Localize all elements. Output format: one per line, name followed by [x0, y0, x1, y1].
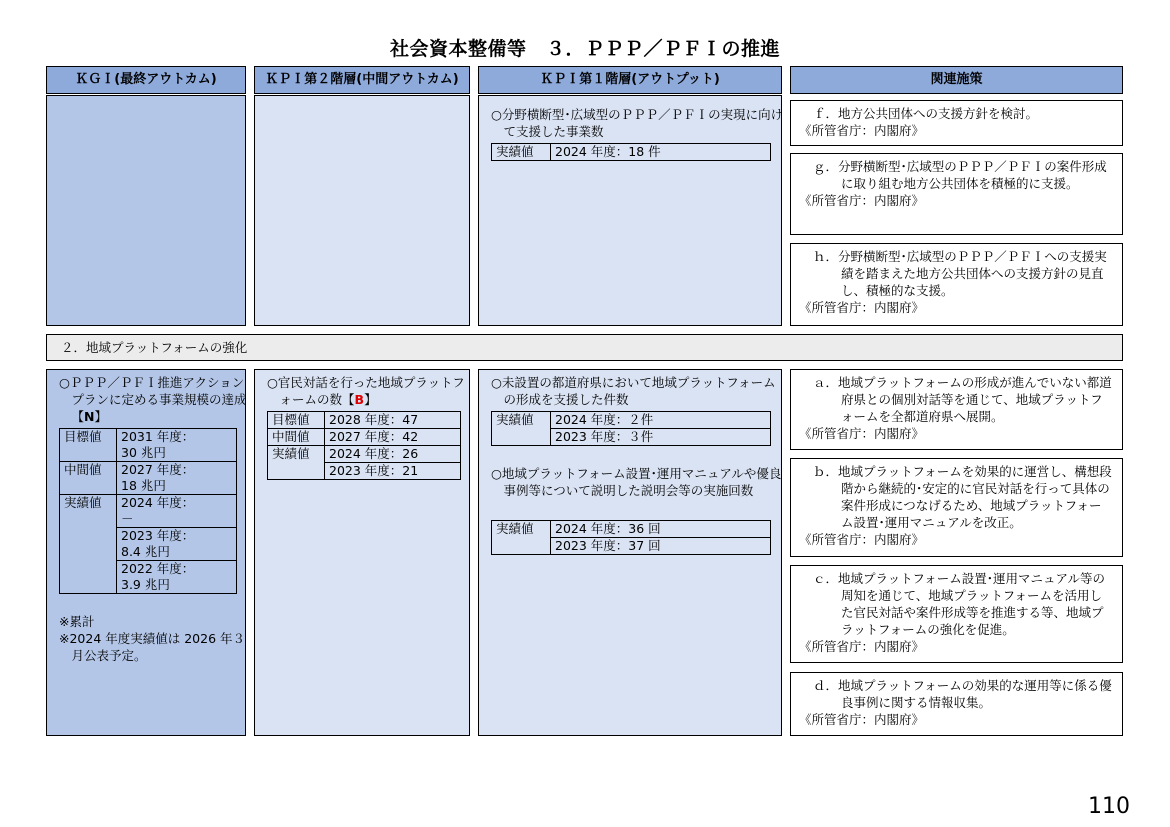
- measure-mark: ｂ．: [813, 464, 839, 479]
- kpi2-table: [267, 411, 461, 480]
- ministry-label: 《所管省庁：内閣府》: [799, 193, 925, 208]
- tag-bracket: 【: [71, 409, 85, 424]
- measure-text: 地域プラットフォームを効果的に運営し、構想段階から継続的･安定的に官民対話を行って具体の案件形成につなげるため、地域プラットフォーム設置･運用マニュアルを改正。: [838, 464, 1112, 530]
- row-label: 目標値: [268, 412, 325, 429]
- kpi2-tag: B: [354, 392, 365, 407]
- header-kpi2: ＫＰＩ第２階層(中間アウトカム): [254, 66, 470, 94]
- ministry-label: 《所管省庁：内閣府》: [799, 712, 925, 727]
- header-kpi1: ＫＰＩ第１階層(アウトプット): [478, 66, 782, 94]
- tag-bracket: 【: [342, 392, 355, 407]
- kpi1-table: [491, 411, 771, 446]
- kpi2-cell: [254, 369, 470, 736]
- measure-item: [790, 458, 1123, 557]
- top-kpi1-cell: [478, 95, 782, 326]
- measure-text: 地域プラットフォームの効果的な運用等に係る優良事例に関する情報収集。: [838, 678, 1112, 710]
- kgi-text: [59, 374, 252, 425]
- top-kgi-cell: [46, 95, 246, 326]
- kgi-note: ※2024 年度実績値は 2026 年３月公表予定。: [59, 631, 246, 663]
- page-title: 社会資本整備等 ３．ＰＰＰ／ＰＦＩの推進: [389, 38, 780, 60]
- row-label: 実績値: [268, 446, 325, 480]
- measure-item: [790, 153, 1123, 235]
- ministry-label: 《所管省庁：内閣府》: [799, 300, 925, 315]
- measure-text: 分野横断型･広域型のＰＰＰ／ＰＦＩへの支援実績を踏まえた地方公共団体への支援方針の見直し、積極的な支援。: [838, 249, 1107, 298]
- top-kpi1-text: ○分野横断型･広域型のＰＰＰ／ＰＦＩの実現に向けて支援した事業数: [491, 107, 784, 139]
- measure-mark: ｈ．: [813, 249, 839, 264]
- row-label: 実績値: [492, 144, 551, 161]
- row-value: 2022 年度： 3.9 兆円: [117, 561, 237, 594]
- tag-bracket: 】: [94, 409, 107, 424]
- row-label: 中間値: [60, 462, 117, 495]
- row-value: 2023 年度：３件: [551, 429, 771, 446]
- row-value: 2024 年度：18 件: [551, 144, 771, 161]
- measure-mark: ｃ．: [813, 571, 839, 586]
- measure-mark: ｇ．: [813, 159, 839, 174]
- measure-mark: ｆ．: [813, 106, 839, 121]
- kgi-table: [59, 428, 237, 594]
- row-label: 実績値: [492, 412, 551, 446]
- row-value: 2023 年度：37 回: [551, 538, 771, 555]
- kpi1-table: [491, 520, 771, 555]
- row-label: 実績値: [60, 495, 117, 594]
- section-heading: ２．地域プラットフォームの強化: [46, 334, 1123, 361]
- row-value: 2024 年度：２件: [551, 412, 771, 429]
- row-value: 2024 年度：26: [325, 446, 461, 463]
- header-measures: 関連施策: [790, 66, 1123, 94]
- ministry-label: 《所管省庁：内閣府》: [799, 426, 925, 441]
- header-kgi: ＫＧＩ(最終アウトカム): [46, 66, 246, 94]
- ministry-label: 《所管省庁：内閣府》: [799, 639, 925, 654]
- page-number: 110: [1088, 794, 1130, 819]
- measure-mark: ｄ．: [813, 678, 839, 693]
- ministry-label: 《所管省庁：内閣府》: [799, 123, 925, 138]
- measure-text: 地域プラットフォーム設置･運用マニュアル等の周知を通じて、地域プラットフォームを活用した官民対話や案件形成等を推進する等、地域プラットフォームの強化を促進。: [838, 571, 1106, 637]
- row-label: 実績値: [492, 521, 551, 555]
- measure-text: 分野横断型･広域型のＰＰＰ／ＰＦＩの案件形成に取り組む地方公共団体を積極的に支援。: [838, 159, 1107, 191]
- measure-mark: ａ．: [813, 375, 839, 390]
- kpi2-text-body: ○官民対話を行った地域プラットフォームの数: [267, 375, 465, 407]
- top-kpi2-cell: [254, 95, 470, 326]
- row-label: 中間値: [268, 429, 325, 446]
- kpi1-text: ○未設置の都道府県において地域プラットフォームの形成を支援した件数: [491, 375, 776, 407]
- row-value: 2027 年度：42: [325, 429, 461, 446]
- top-kpi1-table: [491, 143, 771, 161]
- measure-item: [790, 243, 1123, 326]
- row-value: 2028 年度：47: [325, 412, 461, 429]
- measure-item: [790, 100, 1123, 146]
- kgi-cell: [46, 369, 246, 736]
- tag-bracket: 】: [364, 392, 377, 407]
- row-value: 2024 年度：36 回: [551, 521, 771, 538]
- kgi-note: ※累計: [59, 614, 95, 629]
- row-value: 2027 年度： 18 兆円: [117, 462, 237, 495]
- kgi-tag: N: [84, 409, 95, 424]
- row-value: 2023 年度： 8.4 兆円: [117, 528, 237, 561]
- measure-text: 地域プラットフォームの形成が進んでいない都道府県との個別対話等を通じて、地域プラットフォームを全都道府県へ展開。: [838, 375, 1112, 424]
- kpi1-text: ○地域プラットフォーム設置･運用マニュアルや優良事例等について説明した説明会等の実施回数: [491, 466, 782, 498]
- kpi1-cell: [478, 369, 782, 736]
- measure-item: [790, 565, 1123, 663]
- measure-text: 地方公共団体への支援方針を検討。: [838, 106, 1039, 121]
- row-value: 2031 年度： 30 兆円: [117, 429, 237, 462]
- measure-item: [790, 369, 1123, 450]
- row-value: 2023 年度：21: [325, 463, 461, 480]
- row-label: 目標値: [60, 429, 117, 462]
- ministry-label: 《所管省庁：内閣府》: [799, 532, 925, 547]
- row-value: 2024 年度： －: [117, 495, 237, 528]
- kpi2-text: [267, 374, 476, 408]
- measure-item: [790, 672, 1123, 736]
- kgi-text-body: ○ＰＰＰ／ＰＦＩ推進アクションプランに定める事業規模の達成: [59, 375, 247, 407]
